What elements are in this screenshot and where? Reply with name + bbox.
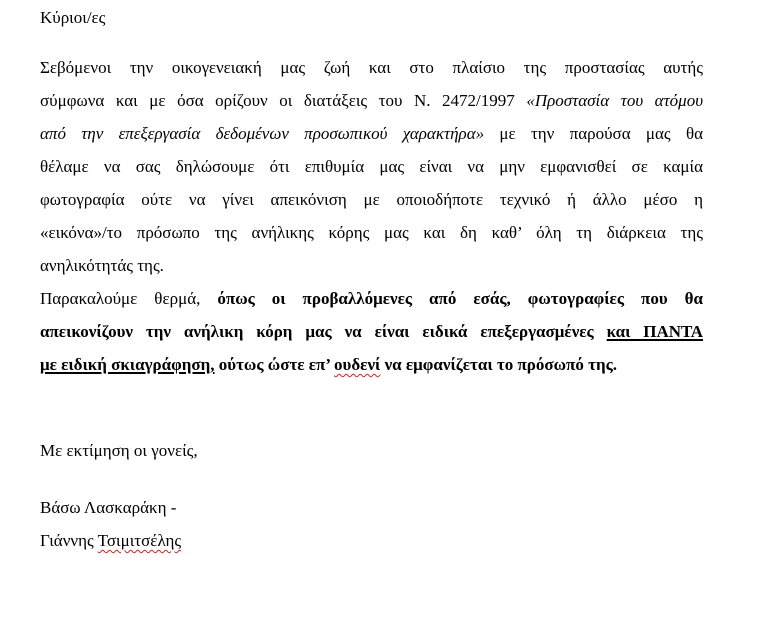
paragraph-line: θέλαμε να σας δηλώσουμε ότι επιθυμία μας είναι να μην εμφανισθεί σε καμία — [40, 157, 703, 176]
salutation: Κύριοι/ες — [40, 8, 106, 27]
text-span: σύμφωνα και με όσα ορίζουν οι διατάξεις του Ν. 2472/1997 — [40, 91, 515, 110]
closing-line: Με εκτίμηση οι γονείς, — [40, 441, 198, 460]
spellcheck-word: Τσιμιτσέλης — [97, 531, 182, 550]
bold-text: απεικονίζουν την ανήλικη κόρη μας να είναι ειδικά επεξεργασμένες — [40, 322, 594, 341]
paragraph-line — [40, 289, 703, 309]
first-name: Γιάννης — [40, 531, 94, 550]
bold-text: ούτως ώστε επ’ — [218, 355, 330, 374]
signature-parent2 — [40, 531, 181, 551]
paragraph-line: φωτογραφία ούτε να γίνει απεικόνιση με οποιοδήποτε τεχνικό ή άλλο μέσο η — [40, 190, 703, 209]
law-title-italic: από την επεξεργασία δεδομένων προσωπικού χαρακτήρα» — [40, 124, 485, 143]
underlined-bold-text: και ΠΑΝΤΑ — [606, 322, 703, 341]
paragraph-line — [40, 322, 703, 342]
paragraph-line: «εικόνα»/το πρόσωπο της ανήλικης κόρης μας και δη καθ’ όλη τη διάρκεια της — [40, 223, 703, 242]
underlined-bold-text: με ειδική σκιαγράφηση, — [40, 355, 215, 374]
law-title-italic: «Προστασία του ατόμου — [526, 91, 704, 110]
text-span: με την παρούσα μας θα — [499, 124, 703, 143]
bold-text: να εμφανίζεται το πρόσωπό της. — [384, 355, 618, 374]
paragraph-line — [40, 124, 703, 144]
paragraph-line: Σεβόμενοι την οικογενειακή μας ζωή και στο πλαίσιο της προστασίας αυτής — [40, 58, 703, 77]
paragraph-line — [40, 355, 617, 375]
paragraph-line — [40, 91, 703, 111]
text-span: Παρακαλούμε θερμά, — [40, 289, 201, 308]
spellcheck-word: ουδενί — [334, 355, 381, 374]
paragraph-line: ανηλικότητάς της. — [40, 256, 164, 275]
bold-text: όπως οι προβαλλόμενες από εσάς, φωτογραφίες που θα — [217, 289, 703, 308]
signature-parent1: Βάσω Λασκαράκη - — [40, 498, 177, 517]
